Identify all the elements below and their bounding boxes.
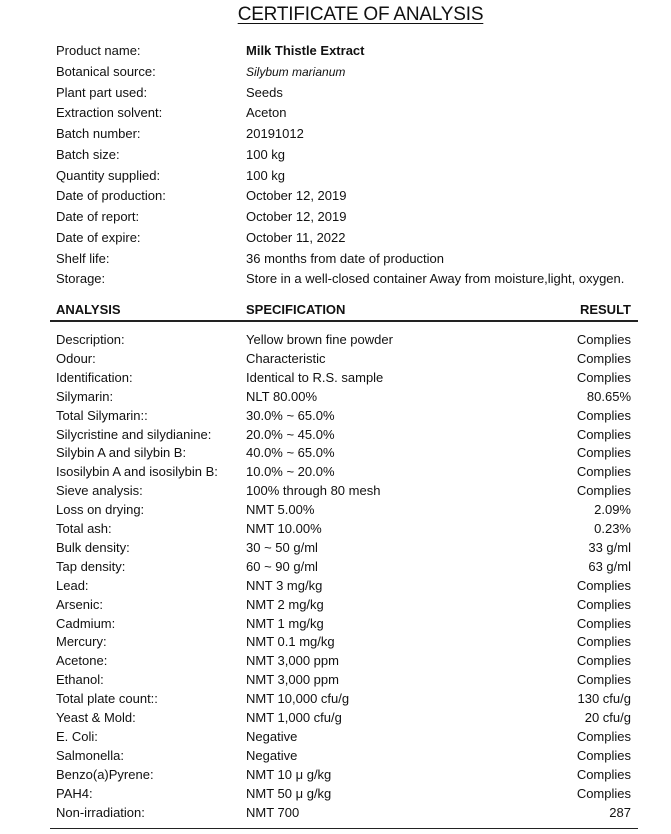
info-value: Silybum marianum: [246, 64, 346, 79]
analysis-result: Complies: [576, 596, 631, 612]
analysis-specification: 20.0% ~ 45.0%: [246, 426, 335, 442]
analysis-specification: NMT 5.00%: [246, 502, 315, 518]
info-label: Botanical source:: [56, 63, 156, 79]
info-value: Milk Thistle Extract: [246, 43, 365, 58]
analysis-row: [0, 632, 671, 652]
analysis-item: Isosilybin A and isosilybin B:: [56, 464, 218, 480]
info-label: Batch number:: [56, 126, 141, 141]
analysis-item: Silycristine and silydianine:: [56, 426, 212, 442]
analysis-specification: NNT 3 mg/kg: [246, 577, 323, 593]
analysis-specification: NMT 700: [246, 804, 300, 820]
analysis-row: [0, 727, 671, 747]
info-value: October 12, 2019: [246, 209, 347, 224]
analysis-item: Mercury:: [56, 634, 107, 650]
analysis-item: Arsenic:: [56, 596, 103, 612]
analysis-row: [0, 708, 671, 728]
analysis-specification: NMT 50 μ g/kg: [246, 785, 332, 801]
analysis-result: 80.65%: [586, 388, 631, 404]
analysis-result: Complies: [576, 350, 631, 366]
analysis-specification: Characteristic: [246, 350, 326, 366]
info-label: Product name:: [56, 43, 141, 58]
analysis-item: Total Silymarin::: [56, 407, 148, 423]
info-row: [0, 269, 671, 289]
analysis-specification: NMT 3,000 ppm: [246, 653, 339, 669]
analysis-row: [0, 330, 671, 350]
analysis-result: 63 g/ml: [588, 558, 631, 574]
info-row: [0, 145, 671, 165]
analysis-table-header: [0, 300, 671, 320]
analysis-specification: NMT 0.1 mg/kg: [246, 634, 335, 650]
analysis-item: Acetone:: [56, 653, 108, 669]
analysis-specification: 10.0% ~ 20.0%: [246, 464, 335, 480]
analysis-item: PAH4:: [56, 785, 93, 801]
info-value: 100 kg: [246, 167, 286, 183]
analysis-row: [0, 576, 671, 596]
info-value: Aceton: [246, 105, 287, 121]
analysis-result: 20 cfu/g: [584, 710, 631, 725]
info-value: Store in a well-closed container Away from moisture,light, oxygen.: [246, 271, 625, 287]
analysis-item: Loss on drying:: [56, 502, 145, 518]
analysis-result: Complies: [576, 785, 631, 801]
analysis-row: [0, 557, 671, 577]
analysis-item: Yeast & Mold:: [56, 710, 136, 725]
analysis-specification: NMT 1 mg/kg: [246, 615, 324, 631]
analysis-result: 2.09%: [594, 502, 631, 518]
info-row: [0, 249, 671, 269]
analysis-specification: 30 ~ 50 g/ml: [246, 539, 318, 555]
info-value: Seeds: [246, 84, 283, 100]
analysis-result: 0.23%: [594, 521, 631, 536]
analysis-row: [0, 784, 671, 804]
info-label: Extraction solvent:: [56, 105, 163, 121]
info-label: Plant part used:: [56, 84, 148, 100]
info-row: [0, 103, 671, 123]
analysis-row: [0, 670, 671, 690]
analysis-result: 130 cfu/g: [577, 691, 631, 707]
analysis-row: [0, 746, 671, 766]
info-row: [0, 228, 671, 248]
analysis-item: Lead:: [56, 577, 89, 593]
analysis-specification: NMT 2 mg/kg: [246, 596, 324, 612]
info-label: Date of report:: [56, 209, 140, 224]
analysis-result: Complies: [576, 728, 631, 744]
analysis-result: Complies: [576, 577, 631, 593]
analysis-result: Complies: [576, 747, 631, 763]
analysis-result: Complies: [576, 653, 631, 669]
analysis-specification: 40.0% ~ 65.0%: [246, 445, 335, 461]
analysis-item: Sieve analysis:: [56, 483, 143, 499]
analysis-specification: Yellow brown fine powder: [246, 332, 393, 347]
analysis-row: [0, 481, 671, 501]
analysis-row: [0, 519, 671, 539]
analysis-row: [0, 614, 671, 634]
analysis-result: 33 g/ml: [588, 539, 631, 555]
analysis-item: Total ash:: [56, 521, 112, 536]
analysis-result: Complies: [576, 615, 631, 631]
analysis-item: Identification:: [56, 369, 133, 385]
analysis-result: Complies: [576, 445, 631, 461]
analysis-row: [0, 387, 671, 407]
info-label: Date of expire:: [56, 229, 141, 245]
info-label: Batch size:: [56, 146, 120, 162]
analysis-result: 287: [609, 804, 631, 820]
analysis-specification: 60 ~ 90 g/ml: [246, 558, 318, 574]
analysis-row: [0, 443, 671, 463]
analysis-row: [0, 500, 671, 520]
analysis-result: Complies: [576, 426, 631, 442]
analysis-row: [0, 425, 671, 445]
analysis-row: [0, 765, 671, 785]
analysis-item: Silymarin:: [56, 388, 114, 404]
analysis-specification: Identical to R.S. sample: [246, 369, 384, 385]
info-value: 36 months from date of production: [246, 250, 445, 266]
analysis-row: [0, 462, 671, 482]
analysis-row: [0, 368, 671, 388]
analysis-specification: NMT 10,000 cfu/g: [246, 691, 350, 707]
info-value: 20191012: [246, 126, 304, 141]
info-row: [0, 186, 671, 206]
analysis-result: Complies: [576, 634, 631, 650]
analysis-item: Non-irradiation:: [56, 804, 145, 820]
analysis-result: Complies: [576, 407, 631, 423]
analysis-result: Complies: [576, 332, 631, 347]
analysis-item: Silybin A and silybin B:: [56, 445, 187, 461]
analysis-item: Ethanol:: [56, 672, 104, 688]
analysis-row: [0, 406, 671, 426]
analysis-result: Complies: [576, 369, 631, 385]
analysis-result: Complies: [576, 766, 631, 782]
analysis-specification: Negative: [246, 728, 298, 744]
analysis-item: Total plate count::: [56, 691, 158, 707]
analysis-row: [0, 689, 671, 709]
analysis-row: [0, 595, 671, 615]
analysis-item: Description:: [56, 332, 125, 347]
header-divider: [50, 320, 638, 322]
info-label: Storage:: [56, 271, 106, 287]
analysis-item: Tap density:: [56, 558, 126, 574]
info-row: [0, 62, 671, 82]
analysis-column-header: ANALYSIS: [56, 302, 121, 317]
analysis-item: Salmonella:: [56, 747, 124, 763]
info-label: Date of production:: [56, 188, 166, 204]
analysis-result: Complies: [576, 483, 631, 499]
specification-column-header: SPECIFICATION: [246, 302, 346, 317]
analysis-row: [0, 803, 671, 823]
analysis-row: [0, 651, 671, 671]
analysis-specification: 100% through 80 mesh: [246, 483, 381, 499]
analysis-row: [0, 538, 671, 558]
analysis-item: E. Coli:: [56, 728, 98, 744]
analysis-item: Benzo(a)Pyrene:: [56, 766, 154, 782]
result-column-header: RESULT: [579, 302, 631, 317]
info-row: [0, 207, 671, 227]
analysis-item: Bulk density:: [56, 539, 130, 555]
analysis-specification: 30.0% ~ 65.0%: [246, 407, 335, 423]
info-value: 100 kg: [246, 146, 286, 162]
table-bottom-divider: [50, 828, 638, 829]
analysis-item: Cadmium:: [56, 615, 116, 631]
info-row: [0, 166, 671, 186]
info-row: [0, 124, 671, 144]
info-label: Quantity supplied:: [56, 167, 161, 183]
info-row: [0, 83, 671, 103]
analysis-result: Complies: [576, 672, 631, 688]
analysis-specification: NMT 3,000 ppm: [246, 672, 339, 688]
analysis-specification: NMT 10.00%: [246, 521, 322, 536]
analysis-specification: Negative: [246, 747, 298, 763]
analysis-specification: NMT 10 μ g/kg: [246, 766, 332, 782]
analysis-specification: NLT 80.00%: [246, 388, 318, 404]
info-row: [0, 41, 671, 61]
analysis-row: [0, 349, 671, 369]
info-value: October 12, 2019: [246, 188, 347, 204]
analysis-result: Complies: [576, 464, 631, 480]
info-label: Shelf life:: [56, 250, 110, 266]
document-title: CERTIFICATE OF ANALYSIS: [237, 4, 484, 25]
info-value: October 11, 2022: [246, 229, 346, 245]
analysis-item: Odour:: [56, 350, 96, 366]
analysis-specification: NMT 1,000 cfu/g: [246, 710, 342, 725]
